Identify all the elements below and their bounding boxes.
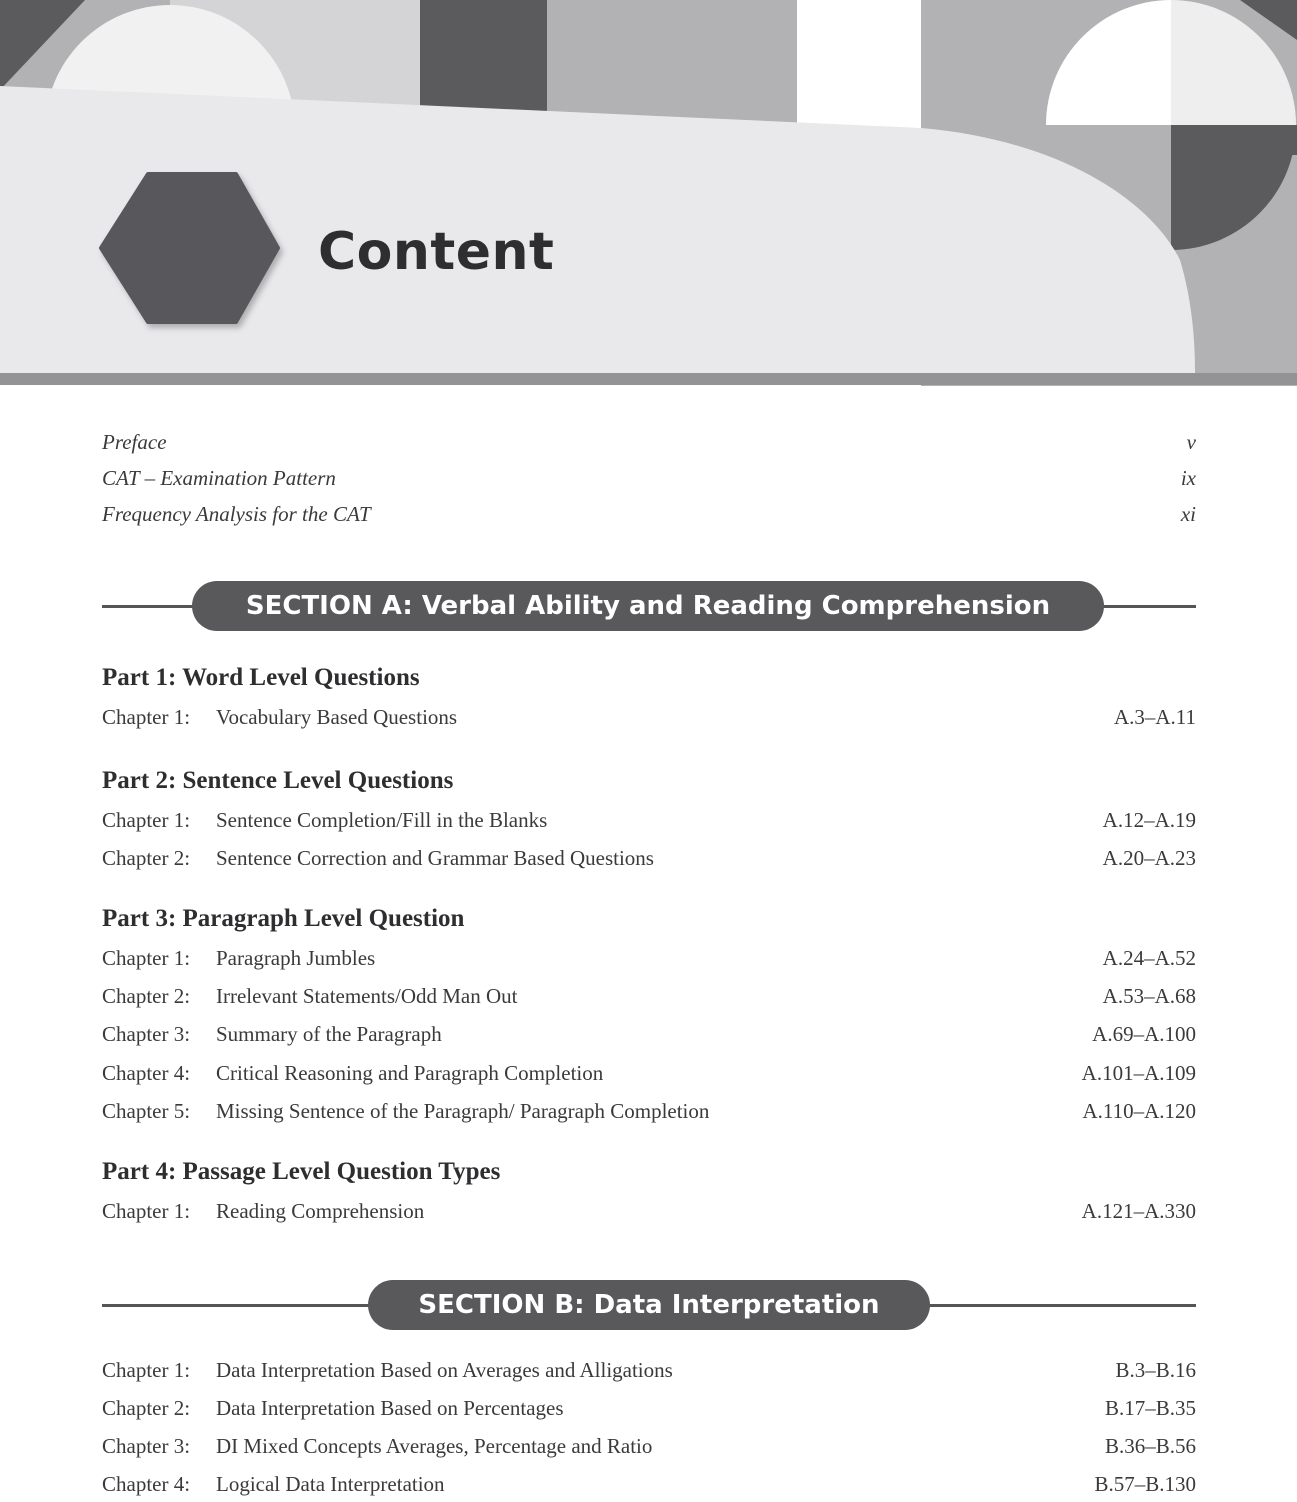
chapter-row[interactable] bbox=[102, 808, 1196, 838]
chapter-row[interactable] bbox=[102, 1061, 1196, 1091]
chapter-title: Vocabulary Based Questions bbox=[216, 705, 458, 729]
chapter-title: Logical Data Interpretation bbox=[216, 1472, 445, 1496]
page-title: Content bbox=[318, 222, 555, 282]
chapter-number: Chapter 1: bbox=[102, 1358, 191, 1382]
chapter-pages: A.101–A.109 bbox=[1081, 1061, 1196, 1085]
front-matter-row[interactable] bbox=[102, 466, 1196, 496]
chapter-row[interactable] bbox=[102, 984, 1196, 1014]
chapter-pages: A.20–A.23 bbox=[1102, 846, 1196, 870]
section-a-banner bbox=[102, 581, 1196, 633]
chapter-row[interactable] bbox=[102, 1199, 1196, 1229]
part-4-heading: Part 4: Passage Level Question Types bbox=[102, 1158, 501, 1185]
chapter-number: Chapter 2: bbox=[102, 984, 191, 1008]
chapter-pages: B.17–B.35 bbox=[1104, 1396, 1196, 1420]
chapter-number: Chapter 2: bbox=[102, 846, 191, 870]
chapter-pages: A.24–A.52 bbox=[1102, 946, 1196, 970]
chapter-row[interactable] bbox=[102, 946, 1196, 976]
chapter-number: Chapter 1: bbox=[102, 705, 191, 729]
chapter-number: Chapter 1: bbox=[102, 946, 191, 970]
front-matter-page: ix bbox=[1180, 466, 1196, 490]
chapter-title: Data Interpretation Based on Averages and Alligations bbox=[216, 1358, 673, 1382]
chapter-row[interactable] bbox=[102, 1396, 1196, 1426]
chapter-title: Reading Comprehension bbox=[216, 1199, 425, 1223]
chapter-row[interactable] bbox=[102, 1022, 1196, 1052]
chapter-number: Chapter 3: bbox=[102, 1434, 191, 1458]
part-3-heading: Part 3: Paragraph Level Question bbox=[102, 905, 465, 932]
chapter-row[interactable] bbox=[102, 705, 1196, 735]
front-matter-label: Preface bbox=[102, 430, 167, 454]
chapter-title: Data Interpretation Based on Percentages bbox=[216, 1396, 564, 1420]
chapter-row[interactable] bbox=[102, 1472, 1196, 1502]
chapter-pages: A.12–A.19 bbox=[1102, 808, 1196, 832]
front-matter-page: v bbox=[1186, 430, 1196, 454]
chapter-pages: B.36–B.56 bbox=[1104, 1434, 1196, 1458]
chapter-title: Summary of the Paragraph bbox=[216, 1022, 442, 1046]
chapter-row[interactable] bbox=[102, 1099, 1196, 1129]
chapter-number: Chapter 4: bbox=[102, 1061, 191, 1085]
chapter-row[interactable] bbox=[102, 846, 1196, 876]
part-1-heading: Part 1: Word Level Questions bbox=[102, 664, 420, 691]
chapter-number: Chapter 1: bbox=[102, 1199, 191, 1223]
header-banner bbox=[0, 0, 1297, 386]
chapter-number: Chapter 4: bbox=[102, 1472, 191, 1496]
part-2-heading: Part 2: Sentence Level Questions bbox=[102, 767, 454, 794]
chapter-number: Chapter 2: bbox=[102, 1396, 191, 1420]
chapter-title: Sentence Completion/Fill in the Blanks bbox=[216, 808, 548, 832]
front-matter-label: Frequency Analysis for the CAT bbox=[102, 502, 371, 526]
chapter-title: Paragraph Jumbles bbox=[216, 946, 376, 970]
chapter-title: DI Mixed Concepts Averages, Percentage and Ratio bbox=[216, 1434, 653, 1458]
front-matter-page: xi bbox=[1180, 502, 1196, 526]
chapter-pages: A.121–A.330 bbox=[1081, 1199, 1196, 1223]
chapter-pages: A.3–A.11 bbox=[1113, 705, 1196, 729]
chapter-pages: A.69–A.100 bbox=[1092, 1022, 1196, 1046]
front-matter-row[interactable] bbox=[102, 502, 1196, 532]
header-decoration bbox=[0, 0, 1297, 386]
chapter-pages: A.110–A.120 bbox=[1082, 1099, 1196, 1123]
chapter-title: Irrelevant Statements/Odd Man Out bbox=[216, 984, 518, 1008]
chapter-title: Sentence Correction and Grammar Based Questions bbox=[216, 846, 654, 870]
chapter-title: Critical Reasoning and Paragraph Completion bbox=[216, 1061, 604, 1085]
section-a-title: SECTION A: Verbal Ability and Reading Comprehension bbox=[192, 581, 1104, 631]
front-matter-label: CAT – Examination Pattern bbox=[102, 466, 336, 490]
chapter-number: Chapter 3: bbox=[102, 1022, 191, 1046]
chapter-row[interactable] bbox=[102, 1434, 1196, 1464]
chapter-title: Missing Sentence of the Paragraph/ Paragraph Completion bbox=[216, 1099, 710, 1123]
chapter-pages: A.53–A.68 bbox=[1102, 984, 1196, 1008]
front-matter-row[interactable] bbox=[102, 430, 1196, 460]
chapter-number: Chapter 1: bbox=[102, 808, 191, 832]
chapter-pages: B.57–B.130 bbox=[1094, 1472, 1196, 1496]
section-b-title: SECTION B: Data Interpretation bbox=[368, 1280, 930, 1330]
chapter-row[interactable] bbox=[102, 1358, 1196, 1388]
section-b-banner bbox=[102, 1280, 1196, 1332]
chapter-number: Chapter 5: bbox=[102, 1099, 191, 1123]
chapter-pages: B.3–B.16 bbox=[1115, 1358, 1196, 1382]
